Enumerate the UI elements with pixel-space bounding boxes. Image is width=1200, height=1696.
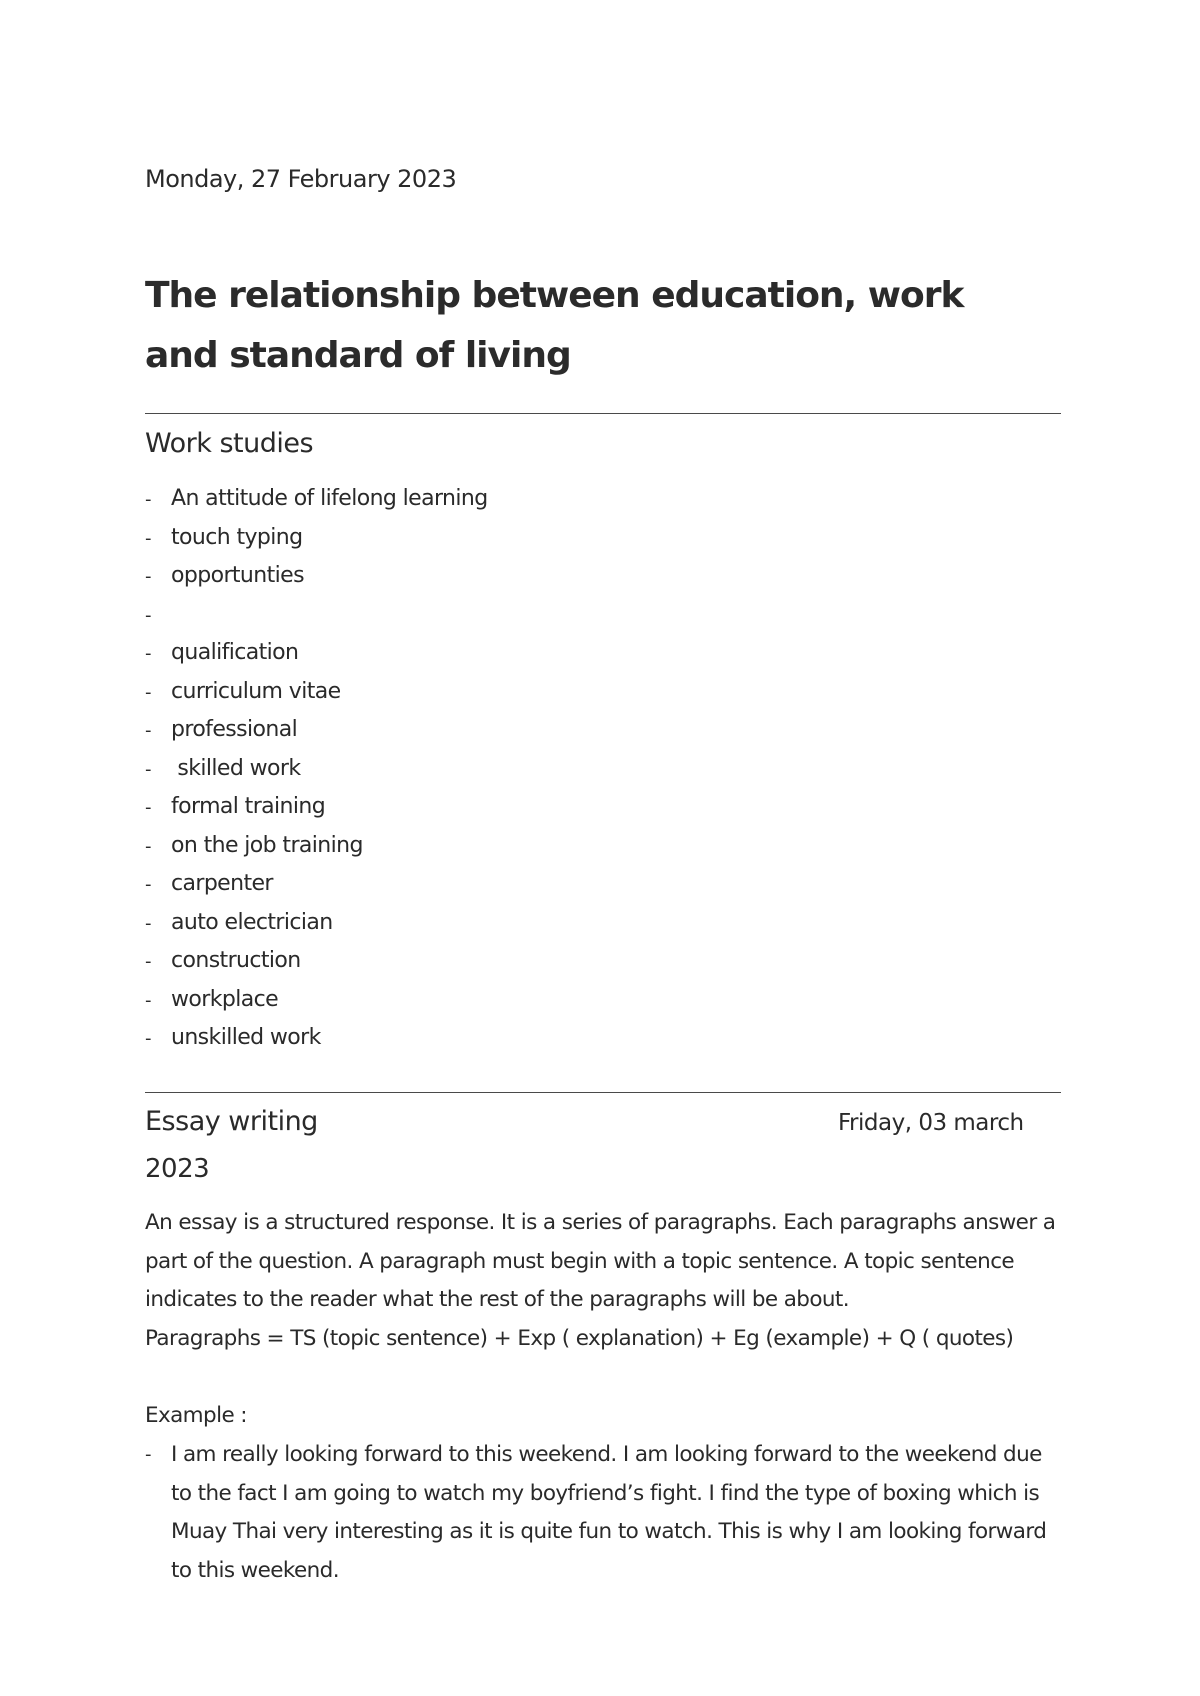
list-item <box>145 750 488 789</box>
list-item-text: skilled work <box>171 755 301 781</box>
list-item <box>145 480 488 519</box>
list-item-text: qualification <box>171 640 299 665</box>
bullet-dash: - <box>145 989 151 1011</box>
list-item <box>145 865 488 904</box>
list-item-text: curriculum vitae <box>171 678 341 704</box>
list-item <box>145 711 488 750</box>
bullet-dash: - <box>145 835 151 857</box>
date-heading: Monday, 27 February 2023 <box>145 165 457 193</box>
bullet-dash: - <box>145 797 151 818</box>
list-item <box>145 634 488 673</box>
bullet-dash: - <box>145 604 151 626</box>
list-item-text: on the job training <box>171 832 363 858</box>
list-item <box>145 942 488 981</box>
bullet-dash: - <box>145 566 151 587</box>
essay-writing-heading: Essay writing <box>145 1106 318 1137</box>
bullet-dash: - <box>145 951 151 972</box>
list-item <box>145 1019 488 1058</box>
essay-date: Friday, 03 march <box>838 1110 1024 1136</box>
list-item <box>145 788 488 827</box>
example-label: Example : <box>145 1403 247 1428</box>
list-item-text: auto electrician <box>171 909 333 935</box>
bullet-dash: - <box>145 1028 151 1049</box>
list-item <box>145 827 488 866</box>
work-studies-heading: Work studies <box>145 428 314 459</box>
list-item-text: workplace <box>171 986 279 1012</box>
bullet-dash: - <box>145 489 151 510</box>
bullet-dash: - <box>145 643 151 664</box>
work-studies-list <box>145 480 488 1058</box>
list-item <box>145 596 488 635</box>
bullet-dash: - <box>145 527 151 549</box>
example-list-item <box>145 1436 1065 1590</box>
list-item-text: carpenter <box>171 871 273 896</box>
bullet-dash: - <box>145 681 151 703</box>
bullet-dash: - <box>145 874 151 895</box>
bullet-dash: - <box>145 912 151 934</box>
list-item <box>145 519 488 558</box>
list-item <box>145 981 488 1020</box>
list-item-text: professional <box>171 717 298 742</box>
list-item <box>145 557 488 596</box>
divider <box>145 1092 1061 1093</box>
list-item-text: unskilled work <box>171 1025 321 1050</box>
list-item-text: opportunties <box>171 563 304 588</box>
list-item <box>145 673 488 712</box>
divider <box>145 413 1061 414</box>
paragraph-formula: Paragraphs = TS (topic sentence) + Exp ( explanation) + Eg (example) + Q ( quotes) <box>145 1326 1014 1351</box>
page-title: The relationship between education, work and standard of living <box>145 275 964 376</box>
essay-paragraph: An essay is a structured response. It is a series of paragraphs. Each paragraphs answer a part of the question. A paragraph must begin with a topic sentence. A topic sentence indicates to the reader what the rest of the paragraphs will be about. <box>145 1210 1056 1312</box>
essay-year: 2023 <box>145 1154 210 1184</box>
list-item-text: formal training <box>171 794 326 819</box>
list-item <box>145 904 488 943</box>
list-item-text: An attitude of lifelong learning <box>171 486 488 511</box>
bullet-dash: - <box>145 758 151 780</box>
bullet-dash: - <box>145 1444 151 1465</box>
list-item-text: construction <box>171 948 301 973</box>
example-text: I am really looking forward to this weekend. I am looking forward to the weekend due to the fact I am going to watch my boyfriend’s fight. I find the type of boxing which is Muay Thai very interesting as it is quite fun to watch. This is why I am looking forward to this weekend. <box>171 1442 1047 1583</box>
bullet-dash: - <box>145 720 151 741</box>
list-item-text: touch typing <box>171 524 303 550</box>
